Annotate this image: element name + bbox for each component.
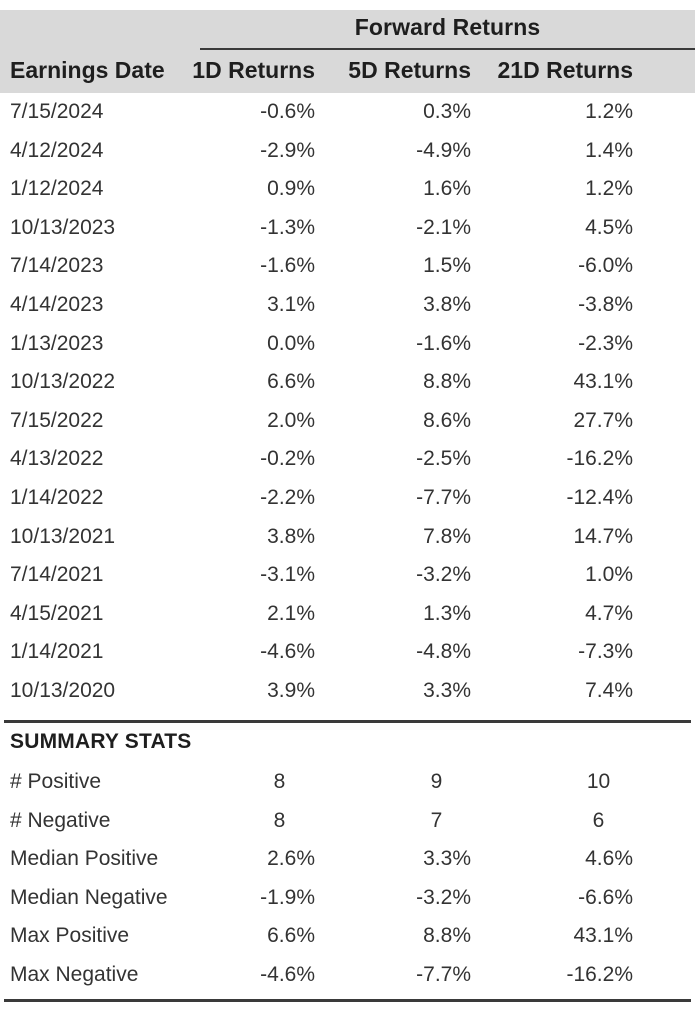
table.rows-d5-value: 1.6% [423,177,471,201]
table.rows-d21-value: -7.3% [578,640,633,664]
table-row [0,802,695,841]
table.rows-d1-value: 2.0% [267,408,315,432]
table.rows-d21-value: 27.7% [573,408,633,432]
summary.rows-label: Median Positive [10,847,159,871]
summary.rows-label: Max Positive [10,924,130,948]
table.rows-d21-value: 7.4% [585,678,633,702]
summary.rows-d21-value: -16.2% [566,962,633,986]
table.rows-label: 7/15/2024 [10,100,104,123]
summary-top-rule [4,720,691,723]
table.rows-d1-value: 3.8% [267,524,315,548]
summary.rows-label: # Negative [10,808,111,832]
column-group-header-forward-returns: Forward Returns [354,14,541,40]
summary.rows-d5-value: -7.7% [416,962,471,986]
table.rows-label: 1/12/2024 [10,177,104,201]
summary.rows-d1-value: 2.6% [267,847,315,871]
table.rows-d1-value: -0.2% [260,447,315,471]
table.rows-d1-value: -1.3% [260,215,315,239]
table.rows-d5-value: 3.8% [423,292,471,316]
table.rows-d1-value: 3.9% [267,678,315,702]
table-row [0,879,695,918]
table-row [0,840,695,879]
table.rows-label: 4/12/2024 [10,138,104,162]
table-row [0,363,695,402]
table.rows-d5-value: 0.3% [423,100,471,123]
table-row [0,325,695,364]
table.rows-d21-value: 14.7% [573,524,633,548]
table.rows-d21-value: -6.0% [578,254,633,278]
summary.rows-d1-value: -4.6% [260,962,315,986]
table.rows-d5-value: -1.6% [416,331,471,355]
table.rows-label: 1/14/2021 [10,640,104,664]
table.rows-label: 10/13/2021 [10,524,116,548]
table.rows-d21-value: 4.7% [585,601,633,625]
table.rows-d5-value: -2.1% [416,215,471,239]
table.rows-label: 10/13/2022 [10,370,116,394]
table.rows-d5-value: -7.7% [416,485,471,509]
table.rows-d1-value: -2.2% [260,485,315,509]
table.rows-d5-value: -4.9% [416,138,471,162]
column-header-1d-returns: 1D Returns [192,57,315,83]
summary.rows-d21-value: 10 [586,770,611,793]
table.rows-label: 4/14/2023 [10,292,104,316]
table.rows-d21-value: -3.8% [578,292,633,316]
table.rows-d1-value: 0.9% [267,177,315,201]
table.rows-d21-value: 43.1% [573,370,633,394]
summary.rows-d1-value: 8 [273,808,286,832]
table.rows-d21-value: -2.3% [578,331,633,355]
column-header-21d-returns: 21D Returns [497,57,633,83]
table.rows-d21-value: -16.2% [566,447,633,471]
table.rows-d1-value: 6.6% [267,370,315,394]
column-header-5d-returns: 5D Returns [348,57,471,83]
table.rows-d5-value: 8.8% [423,370,471,394]
table.rows-label: 7/15/2022 [10,408,104,432]
table-row [0,556,695,595]
table-row [0,209,695,248]
table.rows-d5-value: -3.2% [416,563,471,587]
table.rows-d1-value: 0.0% [267,331,315,355]
summary.rows-d1-value: -1.9% [260,885,315,909]
table.rows-d5-value: 7.8% [423,524,471,548]
summary.rows-d5-value: 3.3% [423,847,471,871]
table-row [0,402,695,441]
summary.rows-d21-value: 6 [592,808,605,832]
table.rows-d5-value: 3.3% [423,678,471,702]
table-row [0,170,695,209]
table.rows-d1-value: -2.9% [260,138,315,162]
summary.rows-d5-value: 7 [430,808,443,832]
table.rows-label: 1/14/2022 [10,485,104,509]
table.rows-label: 7/14/2023 [10,254,104,278]
summary.rows-d5-value: 9 [430,770,443,793]
table.rows-label: 10/13/2020 [10,678,116,702]
table.rows-d21-value: 4.5% [585,215,633,239]
table-row [0,956,695,995]
summary-stats-body [0,763,695,995]
summary.rows-d5-value: 8.8% [423,924,471,948]
summary.rows-d21-value: 43.1% [573,924,633,948]
table-row [0,132,695,171]
table.rows-d21-value: 1.0% [585,563,633,587]
table.rows-label: 4/15/2021 [10,601,104,625]
summary.rows-d1-value: 8 [273,770,286,793]
table-row [0,763,695,802]
table-body [0,93,695,711]
table.rows-d1-value: -3.1% [260,563,315,587]
table.rows-d5-value: -4.8% [416,640,471,664]
table-row [0,917,695,956]
table.rows-label: 10/13/2023 [10,215,116,239]
table-row [0,672,695,711]
table.rows-d1-value: -4.6% [260,640,315,664]
summary-stats-heading: SUMMARY STATS [10,730,192,753]
table.rows-d1-value: 3.1% [267,292,315,316]
summary.rows-label: # Positive [10,770,102,793]
table.rows-d5-value: -2.5% [416,447,471,471]
table-row [0,633,695,672]
table.rows-d5-value: 1.5% [423,254,471,278]
summary.rows-d5-value: -3.2% [416,885,471,909]
column-header-earnings-date: Earnings Date [10,57,165,83]
table.rows-d21-value: 1.2% [585,100,633,123]
table.rows-label: 7/14/2021 [10,563,104,587]
table-row [0,247,695,286]
table-row [0,518,695,557]
column-group-underline [200,48,695,50]
summary.rows-d1-value: 6.6% [267,924,315,948]
summary.rows-d21-value: -6.6% [578,885,633,909]
table.rows-d1-value: -0.6% [260,100,315,123]
table.rows-label: 1/13/2023 [10,331,104,355]
table.rows-d1-value: -1.6% [260,254,315,278]
summary.rows-label: Median Negative [10,885,168,909]
table-row [0,286,695,325]
table.rows-d5-value: 8.6% [423,408,471,432]
table.rows-d21-value: -12.4% [566,485,633,509]
table.rows-d21-value: 1.2% [585,177,633,201]
table-row [0,440,695,479]
summary.rows-label: Max Negative [10,962,139,986]
summary.rows-d21-value: 4.6% [585,847,633,871]
table.rows-d1-value: 2.1% [267,601,315,625]
table-row [0,595,695,634]
table.rows-d5-value: 1.3% [423,601,471,625]
table-row [0,479,695,518]
table-bottom-rule [4,999,691,1002]
table.rows-d21-value: 1.4% [585,138,633,162]
table-row [0,93,695,132]
table.rows-label: 4/13/2022 [10,447,104,471]
